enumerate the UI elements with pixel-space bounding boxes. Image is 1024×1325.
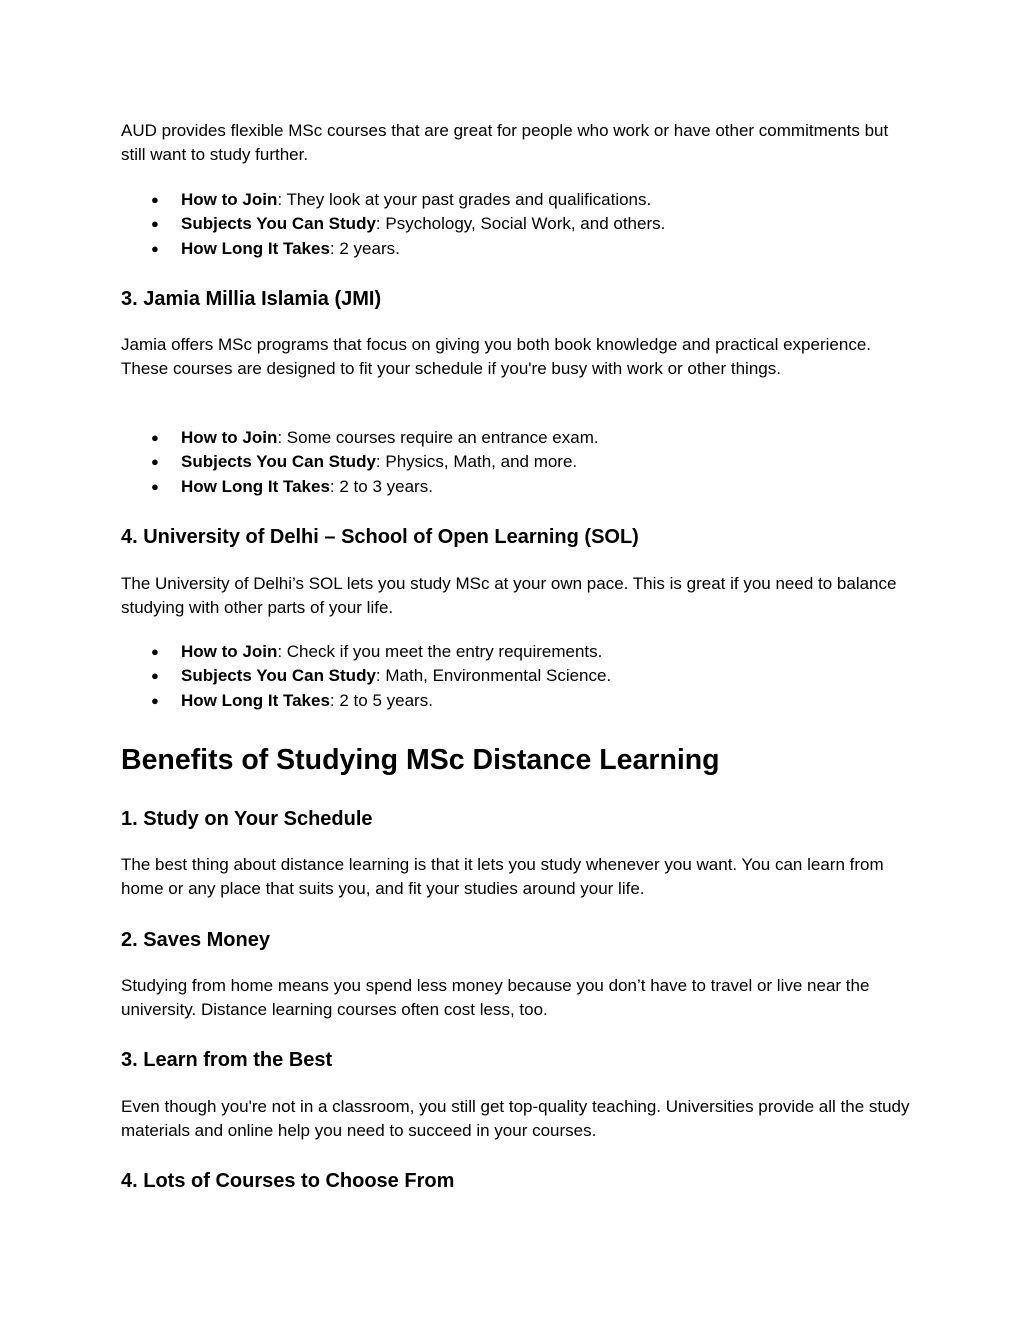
bullet-label: Subjects You Can Study — [181, 452, 376, 472]
jmi-heading: 3. Jamia Millia Islamia (JMI) — [121, 288, 382, 310]
bullet-icon: ● — [151, 644, 159, 659]
bullet-label: Subjects You Can Study — [181, 666, 376, 686]
benefits-heading: Benefits of Studying MSc Distance Learning — [121, 744, 720, 776]
bullet-text: : Some courses require an entrance exam. — [277, 428, 599, 447]
sol-heading: 4. University of Delhi – School of Open Learning (SOL) — [121, 526, 639, 548]
sol-heading-block — [121, 524, 911, 550]
sol-bullet-list — [121, 640, 911, 713]
sol-paragraph: The University of Delhi’s SOL lets you study MSc at your own pace. This is great if you need to balance studying with other parts of your life. — [121, 574, 897, 617]
jmi-bullet-list — [121, 426, 911, 499]
bullet-icon: ● — [151, 240, 159, 256]
bullet-icon: ● — [151, 692, 159, 708]
bullet-text: : They look at your past grades and qualifications. — [277, 190, 652, 209]
bullet-label: How to Join — [181, 190, 278, 209]
aud-bullet-list — [121, 188, 911, 261]
list-item — [121, 212, 911, 236]
benefits-heading-block — [121, 743, 911, 777]
bullet-label: How Long It Takes — [181, 476, 330, 496]
benefit-heading: 2. Saves Money — [121, 929, 270, 951]
benefit-4-heading-block — [121, 1168, 911, 1194]
aud-bullet-list-block — [121, 188, 911, 261]
benefit-paragraph: Even though you're not in a classroom, you still get top-quality teaching. Universities provide all the study materials and online help you need to succeed in your courses. — [121, 1097, 910, 1140]
benefit-heading: 4. Lots of Courses to Choose From — [121, 1170, 455, 1192]
jmi-bullet-list-block — [121, 426, 911, 499]
bullet-label: How Long It Takes — [181, 238, 330, 258]
bullet-text: : Math, Environmental Science. — [375, 666, 612, 686]
list-item — [121, 450, 911, 474]
bullet-icon: ● — [151, 454, 159, 470]
sol-bullet-list-block — [121, 640, 911, 713]
list-item — [121, 640, 911, 664]
jmi-paragraph-block — [121, 333, 911, 381]
bullet-label: How to Join — [181, 428, 278, 447]
list-item — [121, 689, 911, 713]
bullet-icon: ● — [151, 192, 159, 207]
benefit-heading: 3. Learn from the Best — [121, 1049, 333, 1071]
bullet-label: Subjects You Can Study — [181, 214, 376, 234]
sol-paragraph-block — [121, 572, 911, 620]
bullet-icon: ● — [151, 216, 159, 232]
aud-paragraph: AUD provides flexible MSc courses that are great for people who work or have other commitments but still want to study further. — [121, 121, 889, 164]
benefit-3-heading-block — [121, 1047, 911, 1073]
list-item — [121, 426, 911, 450]
bullet-icon: ● — [151, 430, 159, 445]
aud-paragraph-block — [121, 119, 911, 167]
bullet-text: : Check if you meet the entry requirements. — [277, 642, 603, 661]
benefit-3-paragraph-block — [121, 1095, 911, 1143]
benefit-heading: 1. Study on Your Schedule — [121, 808, 373, 830]
bullet-text: : Psychology, Social Work, and others. — [375, 214, 666, 234]
jmi-heading-block — [121, 286, 911, 312]
bullet-label: How to Join — [181, 642, 278, 661]
bullet-icon: ● — [151, 478, 159, 494]
benefit-paragraph: The best thing about distance learning is that it lets you study whenever you want. You can learn from home or any place that suits you, and fit your studies around your life. — [121, 855, 884, 898]
benefit-2-heading-block — [121, 927, 911, 953]
list-item — [121, 664, 911, 688]
list-item — [121, 188, 911, 212]
bullet-text: : 2 to 3 years. — [329, 476, 433, 496]
benefit-1-heading-block — [121, 806, 911, 832]
bullet-text: : 2 years. — [329, 238, 400, 258]
list-item — [121, 475, 911, 499]
benefit-1-paragraph-block — [121, 853, 911, 901]
jmi-paragraph: Jamia offers MSc programs that focus on giving you both book knowledge and practical experience. These courses are designed to fit your schedule if you're busy with work or other things. — [121, 335, 871, 378]
bullet-text: : 2 to 5 years. — [329, 690, 433, 710]
benefit-paragraph: Studying from home means you spend less money because you don’t have to travel or live near the university. Distance learning courses often cost less, too. — [121, 976, 870, 1019]
bullet-icon: ● — [151, 668, 159, 684]
bullet-label: How Long It Takes — [181, 690, 330, 710]
bullet-text: : Physics, Math, and more. — [375, 452, 578, 472]
list-item — [121, 237, 911, 261]
benefit-2-paragraph-block — [121, 974, 911, 1022]
